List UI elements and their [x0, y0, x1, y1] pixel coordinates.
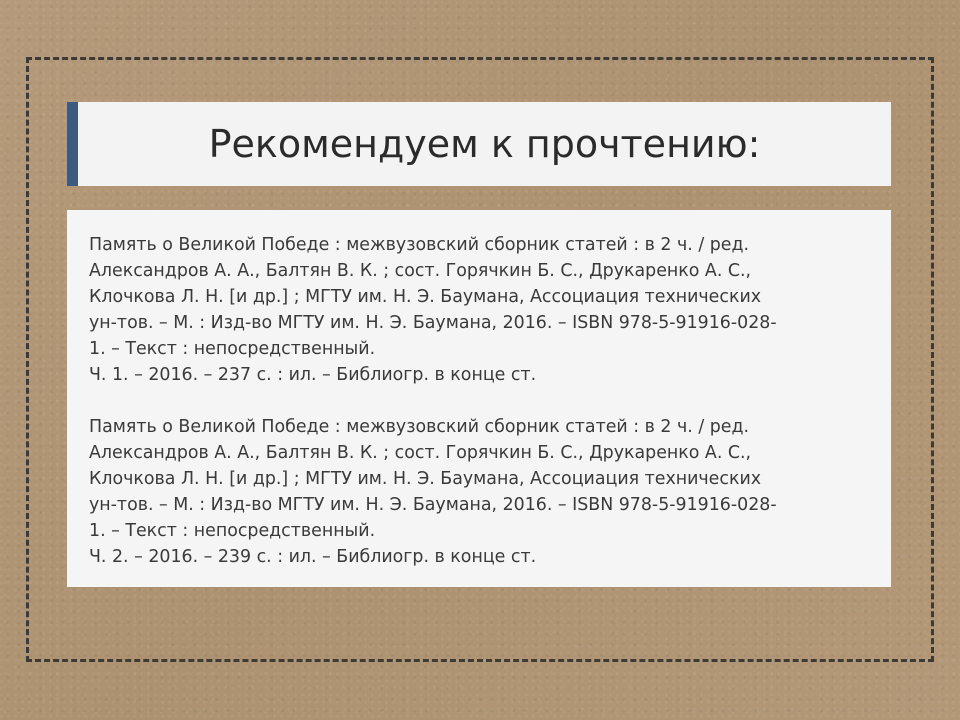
- bibliography-entry-1: [89, 232, 871, 388]
- slide-title: Рекомендуем к прочтению:: [208, 122, 761, 166]
- title-accent-stripe: [67, 102, 78, 186]
- entry-line: Ч. 2. – 2016. – 239 с. : ил. – Библиогр. в конце ст.: [89, 547, 537, 567]
- entry-line: 1. – Текст : непосредственный.: [89, 521, 376, 541]
- entry-line: 1. – Текст : непосредственный.: [89, 339, 376, 359]
- entry-line: Александров А. А., Балтян В. К. ; сост. Горячкин Б. С., Друкаренко А. С.,: [89, 443, 752, 463]
- entry-line: Клочкова Л. Н. [и др.] ; МГТУ им. Н. Э. Баумана, Ассоциация технических: [89, 287, 762, 307]
- entry-line: Александров А. А., Балтян В. К. ; сост. Горячкин Б. С., Друкаренко А. С.,: [89, 261, 752, 281]
- entry-line: ун-тов. – М. : Изд-во МГТУ им. Н. Э. Баумана, 2016. – ISBN 978-5-91916-028-: [89, 495, 777, 515]
- entry-line: Ч. 1. – 2016. – 237 с. : ил. – Библиогр. в конце ст.: [89, 365, 537, 385]
- entry-line: Память о Великой Победе : межвузовский сборник статей : в 2 ч. / ред.: [89, 417, 749, 437]
- title-bar: [67, 102, 891, 186]
- entry-line: Память о Великой Победе : межвузовский сборник статей : в 2 ч. / ред.: [89, 235, 749, 255]
- bibliography-entry-2: [89, 414, 871, 570]
- content-box: [67, 210, 891, 587]
- entry-line: Клочкова Л. Н. [и др.] ; МГТУ им. Н. Э. Баумана, Ассоциация технических: [89, 469, 762, 489]
- entry-line: ун-тов. – М. : Изд-во МГТУ им. Н. Э. Баумана, 2016. – ISBN 978-5-91916-028-: [89, 313, 777, 333]
